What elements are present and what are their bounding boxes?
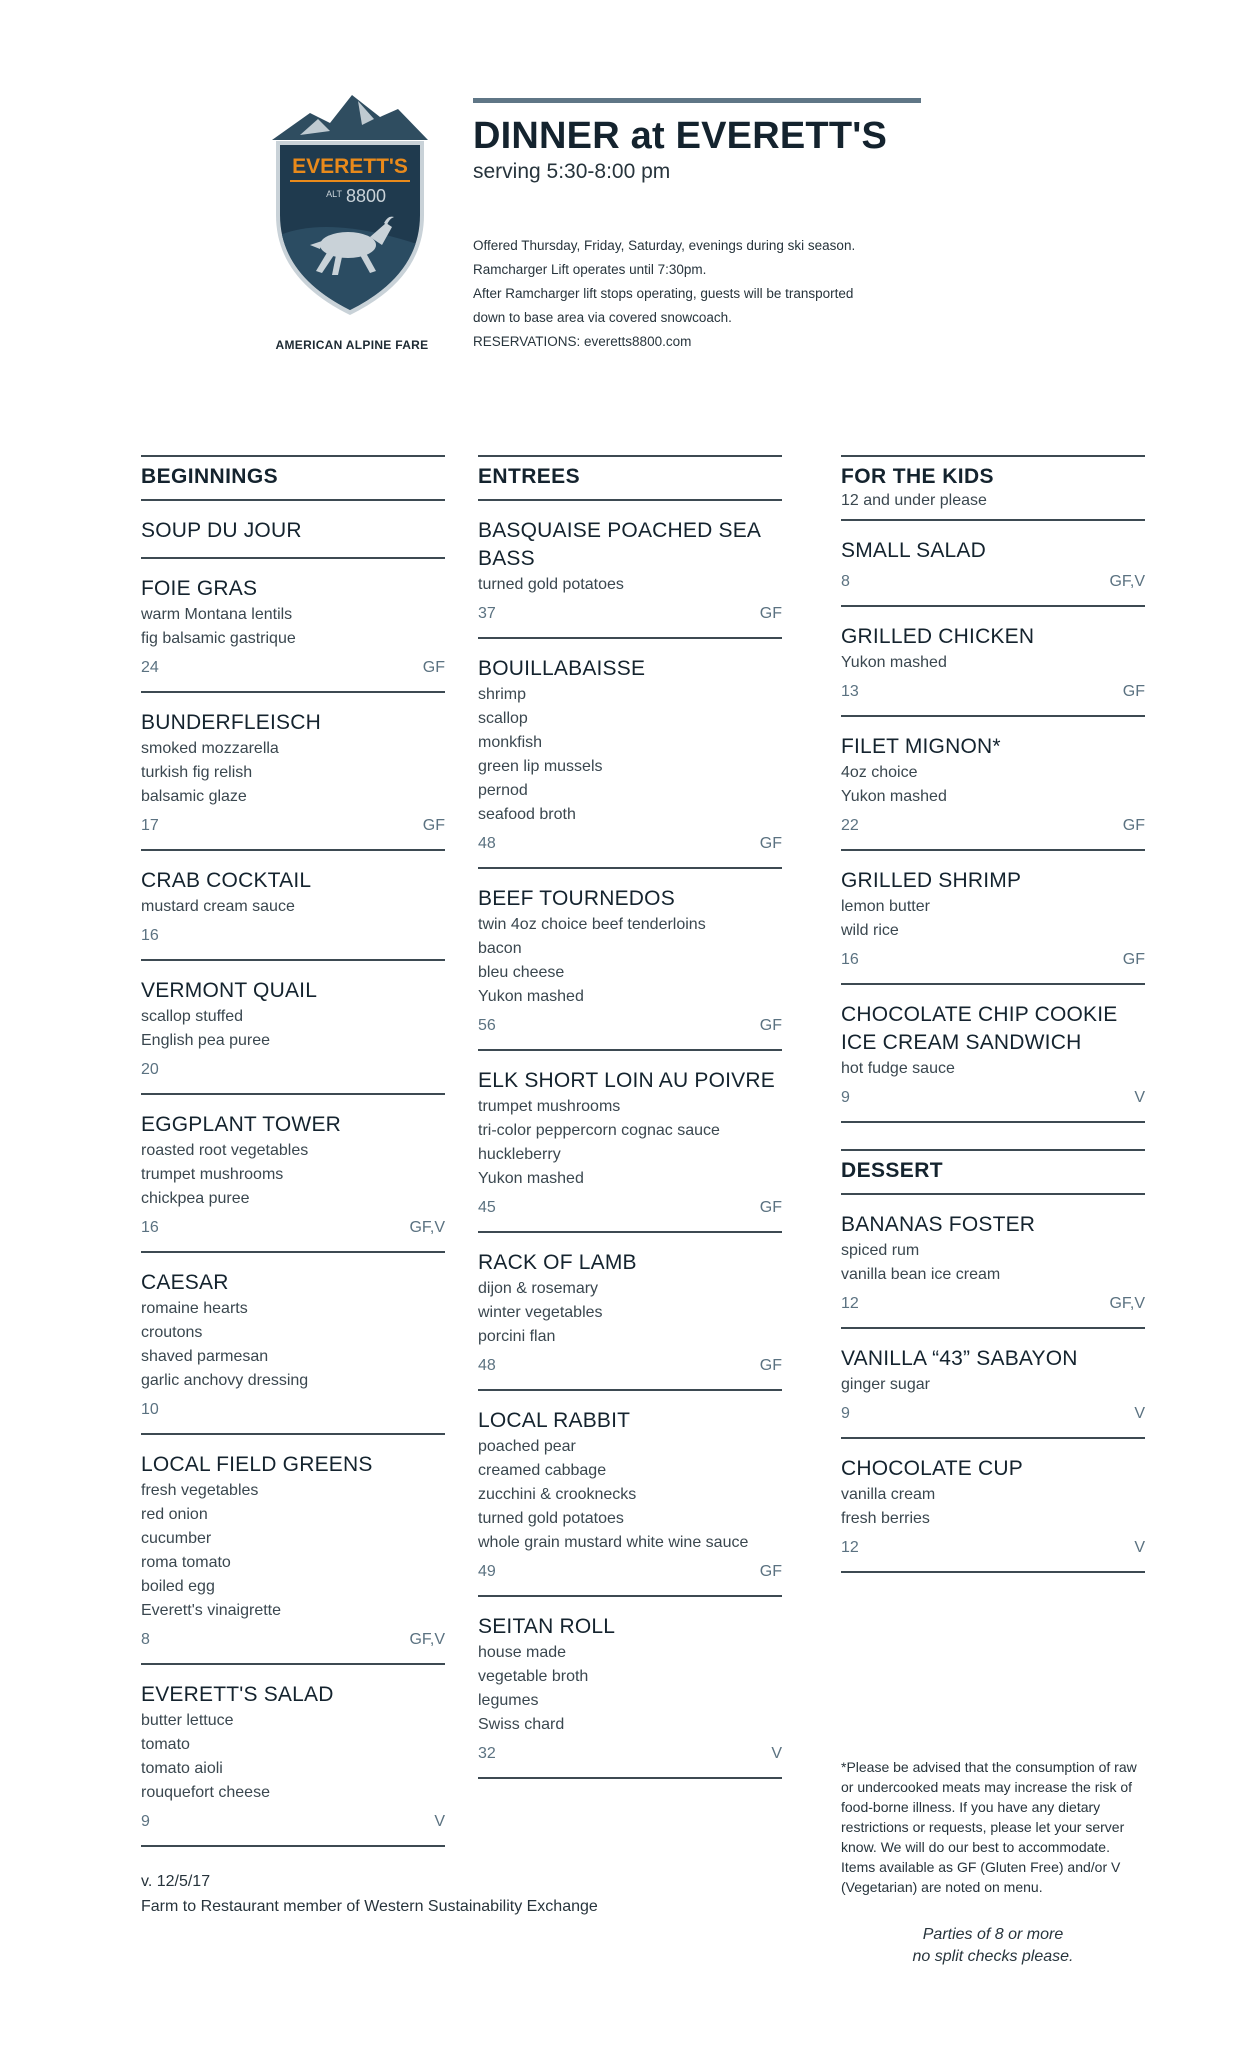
section-kids — [841, 455, 1145, 1123]
item-price-row — [141, 1059, 445, 1081]
item-price: 16 — [141, 1219, 159, 1236]
item-name: GRILLED SHRIMP — [841, 869, 1022, 892]
logo-tagline: AMERICAN ALPINE FARE — [275, 338, 429, 352]
item-description: hot fudge sauce — [841, 1060, 955, 1077]
item-description: Yukon mashed — [478, 988, 584, 1005]
parties-line: no split checks please. — [912, 1948, 1074, 1965]
item-description: poached pear — [478, 1438, 576, 1455]
item-description: spiced rum — [841, 1242, 920, 1259]
item-price-row — [478, 1561, 782, 1583]
item-name: CRAB COCKTAIL — [141, 869, 312, 892]
item-price: 24 — [141, 659, 159, 676]
item-name: CHOCOLATE CUP — [841, 1457, 1023, 1480]
menu-item — [141, 977, 445, 1095]
item-price-row — [478, 1015, 782, 1037]
item-name: SOUP DU JOUR — [141, 519, 302, 542]
menu-item — [141, 1451, 445, 1665]
item-description: 4oz choice — [841, 764, 918, 781]
logo-alt-value: 8800 — [346, 186, 387, 206]
item-description: balsamic glaze — [141, 788, 247, 805]
item-description: vanilla cream — [841, 1486, 936, 1503]
item-description: romaine hearts — [141, 1300, 248, 1317]
item-description: Yukon mashed — [841, 788, 947, 805]
dietary-tag: GF,V — [1109, 1295, 1145, 1312]
item-price-row — [478, 603, 782, 625]
dietary-tag: GF,V — [409, 1631, 445, 1648]
item-description: tomato — [141, 1736, 190, 1753]
item-description: whole grain mustard white wine sauce — [478, 1534, 749, 1551]
item-price: 37 — [478, 605, 496, 622]
menu-item — [841, 1001, 1145, 1123]
item-description: fresh vegetables — [141, 1482, 259, 1499]
item-price-row — [478, 833, 782, 855]
item-price-row — [478, 1197, 782, 1219]
item-description: twin 4oz choice beef tenderloins — [478, 916, 706, 933]
item-description: house made — [478, 1644, 567, 1661]
item-description: trumpet mushrooms — [141, 1166, 284, 1183]
dietary-tag: V — [1134, 1089, 1145, 1106]
item-name: EVERETT'S SALAD — [141, 1683, 334, 1706]
item-price: 9 — [841, 1405, 850, 1422]
item-price: 9 — [841, 1089, 850, 1106]
item-description: cucumber — [141, 1530, 212, 1547]
notice-line: down to base area via covered snowcoach. — [473, 310, 732, 325]
item-name: FOIE GRAS — [141, 577, 258, 600]
menu-item — [478, 1067, 782, 1233]
item-description: vanilla bean ice cream — [841, 1266, 1001, 1283]
item-price: 56 — [478, 1017, 496, 1034]
item-name: SEITAN ROLL — [478, 1615, 616, 1638]
parties-line: Parties of 8 or more — [922, 1926, 1064, 1943]
item-description: creamed cabbage — [478, 1462, 607, 1479]
item-price: 8 — [841, 573, 850, 590]
item-description: Everett's vinaigrette — [141, 1602, 282, 1619]
menu-item — [478, 885, 782, 1051]
item-description: shrimp — [478, 686, 527, 703]
item-name: BUNDERFLEISCH — [141, 711, 321, 734]
item-price: 48 — [478, 835, 496, 852]
item-description: vegetable broth — [478, 1668, 589, 1685]
item-description: rouquefort cheese — [141, 1784, 270, 1801]
menu-item — [841, 1211, 1145, 1329]
item-price-row — [841, 1537, 1145, 1559]
dietary-tag: V — [1134, 1405, 1145, 1422]
section-header — [141, 455, 445, 501]
menu-item — [141, 575, 445, 693]
item-name: RACK OF LAMB — [478, 1251, 637, 1274]
item-price: 8 — [141, 1631, 150, 1648]
menu-item — [141, 709, 445, 851]
item-name: SMALL SALAD — [841, 539, 986, 562]
item-price-row — [841, 1293, 1145, 1315]
dietary-tag: GF — [759, 1199, 782, 1216]
item-price: 20 — [141, 1061, 159, 1078]
item-description: porcini flan — [478, 1328, 556, 1345]
item-description: dijon & rosemary — [478, 1280, 599, 1297]
item-description: trumpet mushrooms — [478, 1098, 621, 1115]
item-price-row — [141, 657, 445, 679]
item-description: roma tomato — [141, 1554, 231, 1571]
menu-item — [141, 1111, 445, 1253]
item-description: warm Montana lentils — [141, 606, 293, 623]
item-price: 9 — [141, 1813, 150, 1830]
item-name: ELK SHORT LOIN AU POIVRE — [478, 1069, 775, 1092]
item-description: scallop — [478, 710, 528, 727]
service-notice — [473, 234, 943, 354]
item-description: lemon butter — [841, 898, 930, 915]
menu-item — [478, 517, 782, 639]
item-description: garlic anchovy dressing — [141, 1372, 309, 1389]
dietary-tag: V — [1134, 1539, 1145, 1556]
item-description: green lip mussels — [478, 758, 603, 775]
item-price-row — [141, 1399, 445, 1421]
item-description: turkish fig relish — [141, 764, 253, 781]
item-description: bleu cheese — [478, 964, 565, 981]
item-description: Yukon mashed — [841, 654, 947, 671]
dietary-tag: GF — [759, 1017, 782, 1034]
parties-note — [841, 1924, 1145, 1968]
item-price: 48 — [478, 1357, 496, 1374]
dietary-tag: GF,V — [1109, 573, 1145, 590]
notice-line: Offered Thursday, Friday, Saturday, evenings during ski season. — [473, 238, 856, 253]
item-description: tri-color peppercorn cognac sauce — [478, 1122, 720, 1139]
item-description: shaved parmesan — [141, 1348, 269, 1365]
disclaimer: *Please be advised that the consumption of raw or undercooked meats may increase the risk of food-borne illness. If you have any dietary restrictions or requests, please let your server know. We will do our best to accommodate. Items available as GF (Gluten Free) and/or V (Vegetarian) are noted on menu. — [841, 1759, 1137, 1895]
item-description: croutons — [141, 1324, 203, 1341]
item-description: monkfish — [478, 734, 543, 751]
item-price: 16 — [841, 951, 859, 968]
menu-item — [478, 1407, 782, 1597]
item-description: fresh berries — [841, 1510, 930, 1527]
item-price: 10 — [141, 1401, 159, 1418]
item-name: EGGPLANT TOWER — [141, 1113, 342, 1136]
item-description: butter lettuce — [141, 1712, 234, 1729]
item-price: 22 — [841, 817, 859, 834]
menu-item — [841, 623, 1145, 717]
item-description: tomato aioli — [141, 1760, 223, 1777]
menu-item — [141, 517, 445, 559]
item-name: BEEF TOURNEDOS — [478, 887, 675, 910]
item-price-row — [141, 1629, 445, 1651]
item-name: CAESAR — [141, 1271, 229, 1294]
item-price-row — [841, 1403, 1145, 1425]
menu-item — [141, 867, 445, 961]
menu-item — [841, 867, 1145, 985]
item-description: scallop stuffed — [141, 1008, 243, 1025]
item-price: 49 — [478, 1563, 496, 1580]
item-description: fig balsamic gastrique — [141, 630, 296, 647]
item-price-row — [841, 571, 1145, 593]
section-subtitle: 12 and under please — [841, 492, 987, 509]
item-description: ginger sugar — [841, 1376, 930, 1393]
item-description: Swiss chard — [478, 1716, 565, 1733]
notice-line: After Ramcharger lift stops operating, guests will be transported — [473, 286, 854, 301]
dietary-tag: V — [434, 1813, 445, 1830]
item-price: 17 — [141, 817, 159, 834]
item-price-row — [141, 1811, 445, 1833]
item-description: Yukon mashed — [478, 1170, 584, 1187]
item-price-row — [841, 1087, 1145, 1109]
menu-item — [841, 1455, 1145, 1573]
page-title: DINNER at EVERETT'S — [473, 115, 888, 157]
farm-note: Farm to Restaurant member of Western Sustainability Exchange — [141, 1898, 598, 1915]
menu-version: v. 12/5/17 — [141, 1873, 211, 1890]
column-kids-dessert — [841, 455, 1145, 1589]
item-name: BASQUAISE POACHED SEA BASS — [478, 519, 760, 570]
section-header — [841, 455, 1145, 521]
section-title: DESSERT — [841, 1159, 943, 1182]
section-entrees — [478, 455, 782, 1779]
item-price-row — [141, 1217, 445, 1239]
notice-line: Ramcharger Lift operates until 7:30pm. — [473, 262, 707, 277]
section-title: FOR THE KIDS — [841, 465, 994, 488]
item-price-row — [141, 925, 445, 947]
item-description: English pea puree — [141, 1032, 270, 1049]
section-beginnings — [141, 455, 445, 1847]
section-dessert — [841, 1149, 1145, 1573]
item-description: pernod — [478, 782, 528, 799]
item-price-row — [841, 815, 1145, 837]
item-description: turned gold potatoes — [478, 1510, 624, 1527]
item-price-row — [478, 1355, 782, 1377]
item-name: VANILLA “43” SABAYON — [841, 1347, 1078, 1370]
item-description: bacon — [478, 940, 522, 957]
dietary-tag: GF — [759, 1357, 782, 1374]
item-description: legumes — [478, 1692, 539, 1709]
section-header — [841, 1149, 1145, 1195]
menu-item — [141, 1681, 445, 1847]
item-description: huckleberry — [478, 1146, 561, 1163]
item-description: red onion — [141, 1506, 208, 1523]
item-price-row — [141, 815, 445, 837]
item-name: BOUILLABAISSE — [478, 657, 646, 680]
item-description: boiled egg — [141, 1578, 215, 1595]
section-title: ENTREES — [478, 465, 580, 488]
dietary-tag: GF — [1122, 817, 1145, 834]
dietary-tag: V — [771, 1745, 782, 1762]
dietary-tag: GF — [1122, 683, 1145, 700]
item-name: GRILLED CHICKEN — [841, 625, 1035, 648]
column-beginnings — [141, 455, 445, 1863]
item-price-row — [841, 949, 1145, 971]
item-name: LOCAL FIELD GREENS — [141, 1453, 373, 1476]
menu-item — [841, 1345, 1145, 1439]
item-name: FILET MIGNON* — [841, 735, 1001, 758]
item-price-row — [841, 681, 1145, 703]
item-description: mustard cream sauce — [141, 898, 295, 915]
item-description: roasted root vegetables — [141, 1142, 309, 1159]
item-description: smoked mozzarella — [141, 740, 279, 757]
serving-hours: serving 5:30-8:00 pm — [473, 160, 671, 183]
dietary-tag: GF — [422, 659, 445, 676]
item-name: LOCAL RABBIT — [478, 1409, 631, 1432]
reservations-line[interactable]: RESERVATIONS: everetts8800.com — [473, 334, 692, 349]
item-name: CHOCOLATE CHIP COOKIE ICE CREAM SANDWICH — [841, 1003, 1118, 1054]
item-price: 13 — [841, 683, 859, 700]
everetts-logo — [270, 95, 430, 315]
column-entrees — [478, 455, 782, 1795]
item-price-row — [478, 1743, 782, 1765]
dietary-tag: GF,V — [409, 1219, 445, 1236]
item-description: winter vegetables — [478, 1304, 603, 1321]
dietary-tag: GF — [1122, 951, 1145, 968]
item-price: 16 — [141, 927, 159, 944]
item-name: VERMONT QUAIL — [141, 979, 318, 1002]
header-rule — [473, 98, 921, 103]
menu-item — [841, 537, 1145, 607]
logo-name: EVERETT'S — [292, 155, 408, 178]
menu-item — [478, 1613, 782, 1779]
item-description: chickpea puree — [141, 1190, 250, 1207]
item-price: 45 — [478, 1199, 496, 1216]
section-header — [478, 455, 782, 501]
dietary-tag: GF — [759, 835, 782, 852]
menu-item — [141, 1269, 445, 1435]
dietary-tag: GF — [759, 1563, 782, 1580]
item-description: zucchini & crooknecks — [478, 1486, 637, 1503]
item-description: seafood broth — [478, 806, 576, 823]
item-description: turned gold potatoes — [478, 576, 624, 593]
section-title: BEGINNINGS — [141, 465, 279, 488]
menu-item — [478, 655, 782, 869]
dietary-tag: GF — [759, 605, 782, 622]
item-name: BANANAS FOSTER — [841, 1213, 1036, 1236]
menu-item — [841, 733, 1145, 851]
dietary-tag: GF — [422, 817, 445, 834]
item-price: 12 — [841, 1295, 859, 1312]
logo-alt-label: ALT — [326, 189, 342, 199]
mountain-icon — [272, 95, 428, 140]
item-description: wild rice — [841, 922, 899, 939]
item-price: 12 — [841, 1539, 859, 1556]
menu-item — [478, 1249, 782, 1391]
item-price: 32 — [478, 1745, 496, 1762]
